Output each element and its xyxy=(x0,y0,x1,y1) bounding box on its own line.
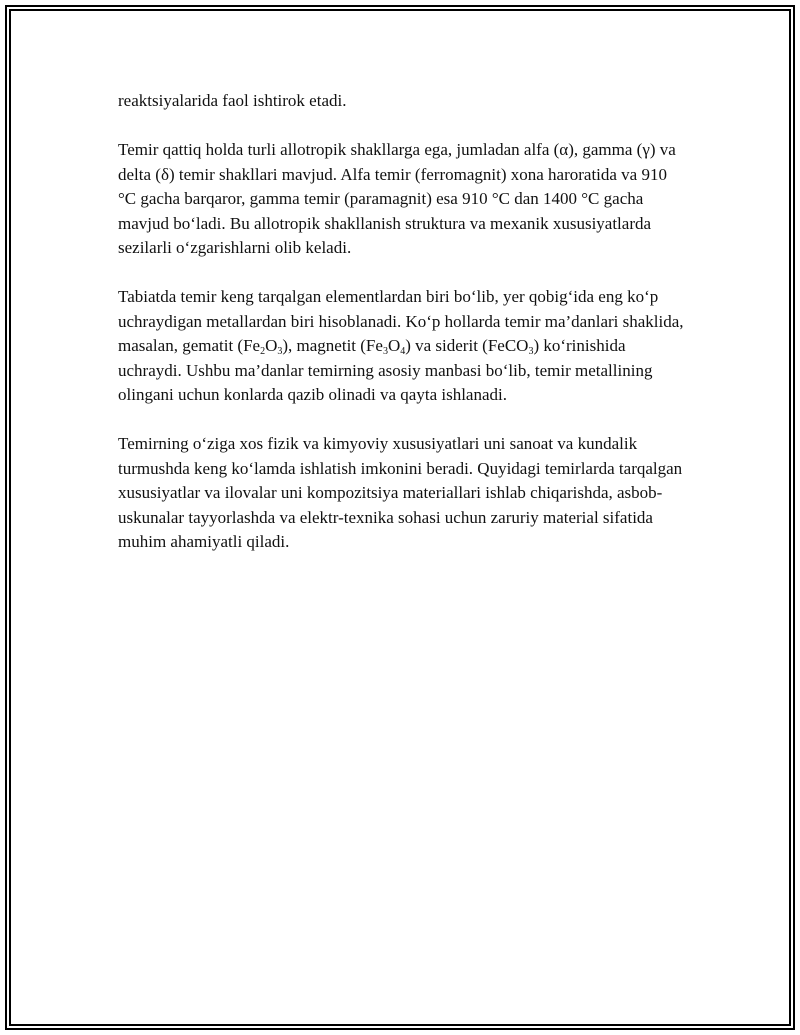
subscript: 3 xyxy=(382,346,388,357)
paragraph-applications: Temirning o‘ziga xos fizik va kimyoviy xususiyatlari uni sanoat va kundalik turmushda keng ko‘lamda ishlatish imkonini beradi. Quyidagi temirlarda tarqalgan xususiyatlar va ilovalar uni kompozitsiya materiallari ishlab chiqarishda, asbob-uskunalar tayyorlashda va elektr-texnika sohasi uchun zaruriy material sifatida muhim ahamiyatli qiladi. xyxy=(118,434,683,551)
ores-text-3: ), magnetit (Fe xyxy=(282,336,383,355)
subscript: 4 xyxy=(400,346,406,357)
ores-text-2: O xyxy=(265,336,278,355)
ores-text-1: Tabiatda temir keng tarqalgan elementlardan biri bo‘lib, yer qobig‘ida eng ko‘p uchraydigan metallardan biri hisoblanadi. Ko‘p hollarda temir ma’danlari shaklida, masalan, gematit (Fe xyxy=(118,287,684,355)
ores-text-4: O xyxy=(387,336,401,355)
document-body xyxy=(118,89,688,579)
subscript: 2 xyxy=(260,346,266,357)
subscript: 3 xyxy=(528,346,534,357)
ores-text-5: ) va siderit (FeCO xyxy=(405,336,529,355)
paragraph-allotropic-forms: Temir qattiq holda turli allotropik shakllarga ega, jumladan alfa (α), gamma (γ) va delta (δ) temir shakllari mavjud. Alfa temir (ferromagnit) xona haroratida va 910 °C gacha barqaror, gamma temir (paramagnit) esa 910 °C dan 1400 °C gacha mavjud bo‘ladi. Bu allotropik shakllanish struktura va mexanik xususiyatlarda sezilarli o‘zgarishlarni olib keladi. xyxy=(118,140,676,257)
paragraph-intro-ending: reaktsiyalarida faol ishtirok etadi. xyxy=(118,91,347,110)
subscript: 3 xyxy=(277,346,283,357)
ores-text-6: ) ko‘rinishida uchraydi. Ushbu ma’danlar temirning asosiy manbasi bo‘lib, temir metallining olingani uchun konlarda qazib olinadi va qayta ishlanadi. xyxy=(118,336,653,404)
paragraph-iron-ores xyxy=(118,285,688,408)
